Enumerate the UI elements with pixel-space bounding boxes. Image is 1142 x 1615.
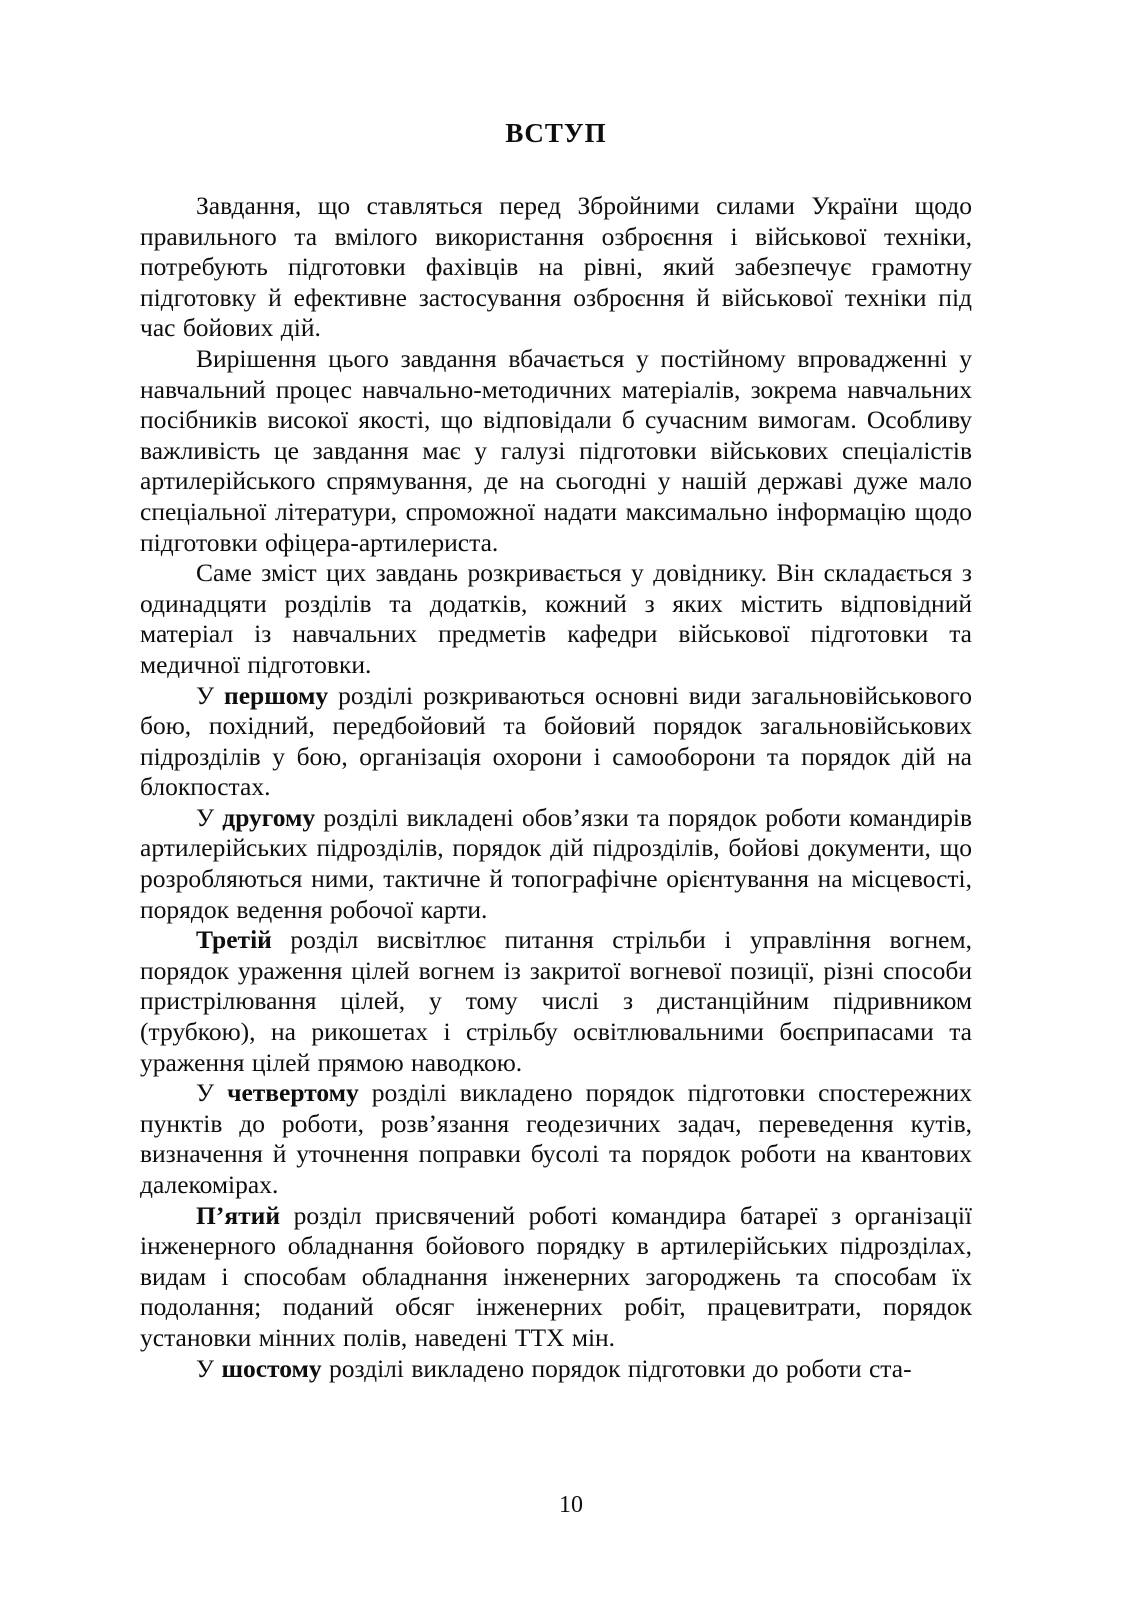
text-segment: розділі викладено порядок підготовки до роботи ста-	[321, 1353, 912, 1383]
text-segment: У	[196, 1353, 222, 1383]
bold-text-segment: Третій	[196, 925, 272, 955]
text-segment: розділ висвітлює питання стрільби і управління вогнем, порядок ураження цілей вогнем із закритої вогневої позиції, різні способи пристрілювання цілей, у тому числі з дистанційним підривником (трубкою), на рикошетах і стрільбу освітлювальними боєприпасами та ураження цілей прямою наводкою.	[140, 925, 972, 1077]
paragraph	[140, 925, 972, 1078]
page-number: 10	[559, 1492, 583, 1518]
paragraph	[140, 191, 972, 344]
page-content	[140, 118, 972, 1384]
text-segment: розділ присвячений роботі командира батареї з організації інженерного обладнання бойового порядку в артилерійських підрозділах, видам і способам обладнання інженерних загороджень та способам їх подолання; поданий обсяг інженерних робіт, працевитрати, порядок установки мінних полів, наведені ТТХ мін.	[140, 1200, 972, 1352]
body-text	[140, 191, 972, 1384]
page-title: ВСТУП	[505, 118, 607, 148]
text-segment: Вирішення цього завдання вбачається у постійному впровадженні у навчальний процес навчально-методичних матеріалів, зокрема навчальних посібників високої якості, що відповідали б сучасним вимогам. Особливу важливість це завдання має у галузі підготовки військових спеціалістів артилерійського спрямування, де на сьогодні у нашій державі дуже мало спеціальної літератури, спроможної надати максимально інформацію щодо підготовки офіцера-артилериста.	[140, 343, 972, 557]
paragraph	[140, 558, 972, 680]
paragraph	[140, 681, 972, 803]
paragraph	[140, 1078, 972, 1200]
text-segment: Завдання, що ставляться перед Збройними силами України щодо правильного та вмілого використання озброєння і військової техніки, потребують підготовки фахівців на рівні, який забезпечує грамотну підготовку й ефективне застосування озброєння й військової техніки під час бойових дій.	[140, 191, 972, 343]
paragraph	[140, 1354, 972, 1385]
paragraph	[140, 344, 972, 558]
paragraph	[140, 803, 972, 925]
text-segment: У	[196, 1078, 228, 1108]
text-segment: розділі викладені обов’язки та порядок роботи командирів артилерійських підрозділів, порядок дій підрозділів, бойові документи, що розробляються ними, тактичне й топографічне орієнтування на місцевості, порядок ведення робочої карти.	[140, 802, 972, 924]
bold-text-segment: першому	[224, 680, 329, 710]
paragraph	[140, 1201, 972, 1354]
bold-text-segment: четвертому	[227, 1078, 359, 1108]
text-segment: У	[196, 680, 225, 710]
text-segment: Саме зміст цих завдань розкривається у довіднику. Він складається з одинадцяти розділів та додатків, кожний з яких містить відповідний матеріал із навчальних предметів кафедри військової підготовки та медичної підготовки.	[140, 558, 972, 679]
bold-text-segment: другому	[222, 802, 316, 832]
text-segment: розділі викладено порядок підготовки спостережних пунктів до роботи, розв’язання геодезичних задач, переведення кутів, визначення й уточнення поправки бусолі та порядок роботи на квантових далекомірах.	[140, 1078, 972, 1199]
bold-text-segment: шостому	[221, 1353, 322, 1383]
text-segment: розділі розкриваються основні види загальновійськового бою, похідний, передбойовий та бойовий порядок загальновійськових підрозділів у бою, організація охорони і самооборони та порядок дій на блокпостах.	[140, 680, 972, 802]
bold-text-segment: П’ятий	[196, 1200, 281, 1230]
text-segment: У	[196, 802, 223, 832]
